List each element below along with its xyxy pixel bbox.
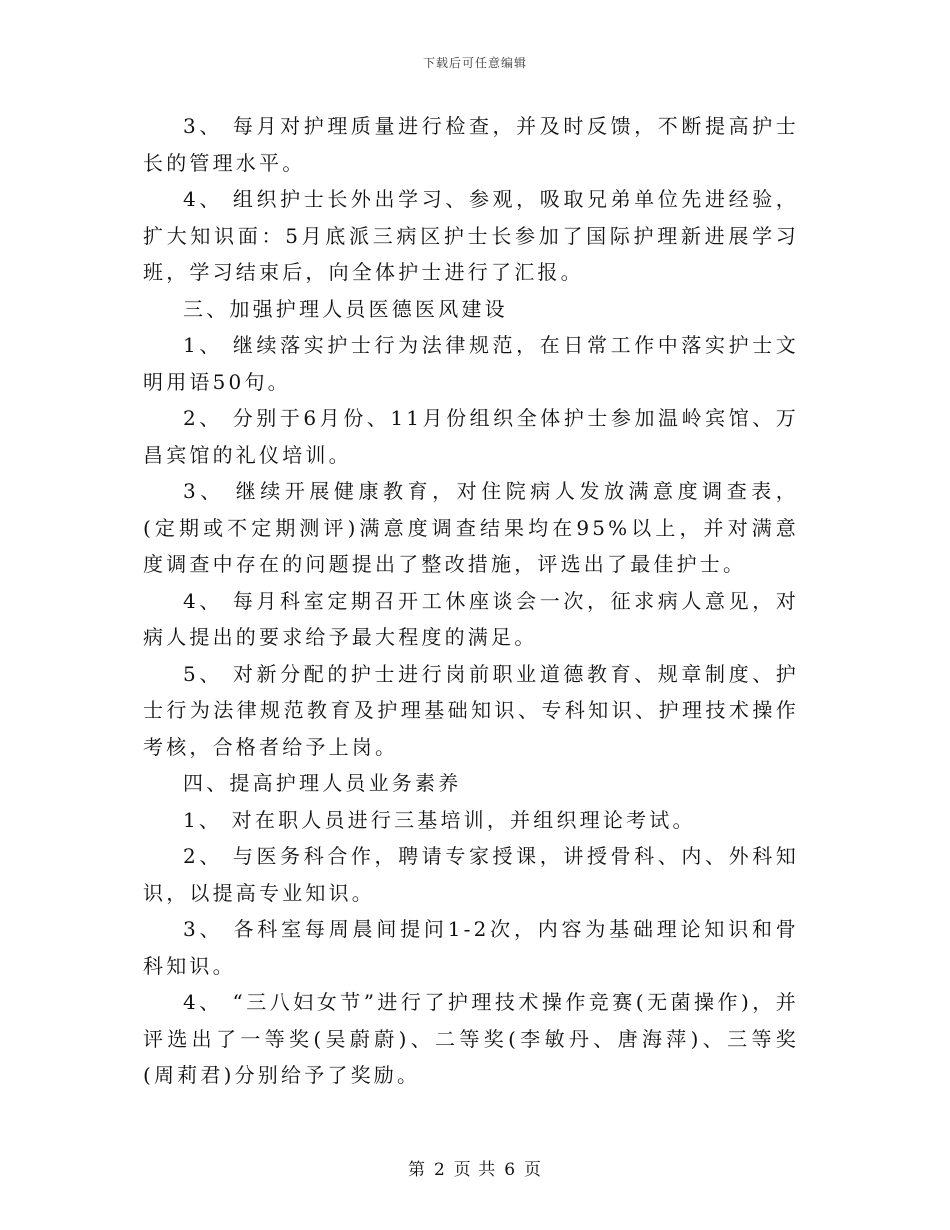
footer-total-pages: 6 bbox=[504, 1160, 517, 1180]
page-header-note: 下载后可任意编辑 bbox=[422, 56, 527, 70]
document-body bbox=[143, 108, 799, 1094]
footer-current-page: 2 bbox=[433, 1160, 446, 1180]
paragraph-item-2-etiquette: 2、 分别于6月份、11月份组织全体护士参加温岭宾馆、万昌宾馆的礼仪培训。 bbox=[143, 406, 799, 467]
paragraph-item-3-morning-questions: 3、 各科室每周晨间提问1-2次，内容为基础理论知识和骨科知识。 bbox=[143, 917, 799, 978]
paragraph-item-5-new-staff: 5、 对新分配的护士进行岗前职业道德教育、规章制度、护士行为法律规范教育及护理基础知识、专科知识、护理技术操作考核，合格者给予上岗。 bbox=[143, 661, 799, 759]
paragraph-item-1-training: 1、 对在职人员进行三基培训，并组织理论考试。 bbox=[183, 807, 696, 832]
paragraph-item-3-health-education: 3、 继续开展健康教育，对住院病人发放满意度调查表，(定期或不定期测评)满意度调查结果均在95%以上，并对满意度调查中存在的问题提出了整改措施，评选出了最佳护士。 bbox=[143, 479, 799, 576]
paragraph-item-4-forum: 4、 每月科室定期召开工休座谈会一次，征求病人意见，对病人提出的要求给予最大程度的满足。 bbox=[143, 588, 799, 649]
footer-prefix: 第 bbox=[407, 1160, 426, 1180]
page-footer bbox=[0, 1155, 950, 1180]
section-heading-ethics: 三、加强护理人员医德医风建设 bbox=[183, 296, 508, 321]
paragraph-item-3-quality-check: 3、 每月对护理质量进行检查，并及时反馈，不断提高护士长的管理水平。 bbox=[143, 114, 799, 175]
paragraph-item-1-conduct: 1、 继续落实护士行为法律规范，在日常工作中落实护士文明用语50句。 bbox=[143, 333, 799, 394]
section-heading-skills: 四、提高护理人员业务素养 bbox=[183, 771, 462, 795]
paragraph-item-2-lectures: 2、 与医务科合作，聘请专家授课，讲授骨科、内、外科知识，以提高专业知识。 bbox=[143, 844, 799, 905]
footer-middle: 页 共 bbox=[453, 1160, 497, 1180]
footer-suffix: 页 bbox=[524, 1160, 543, 1180]
paragraph-item-4-study-visit: 4、 组织护士长外出学习、参观，吸取兄弟单位先进经验，扩大知识面：5月底派三病区护士长参加了国际护理新进展学习班，学习结束后，向全体护士进行了汇报。 bbox=[143, 187, 799, 284]
paragraph-item-4-competition: 4、 “三八妇女节”进行了护理技术操作竞赛(无菌操作)，并评选出了一等奖(吴蔚蔚)、二等奖(李敏丹、唐海萍)、三等奖(周莉君)分别给予了奖励。 bbox=[143, 990, 799, 1087]
